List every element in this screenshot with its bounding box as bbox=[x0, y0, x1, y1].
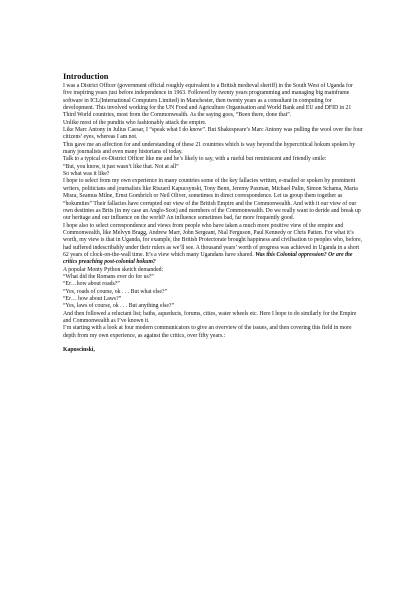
dialogue-line: “Yes, laws of course, ok . . . But anything else?” bbox=[63, 303, 175, 310]
spacer bbox=[63, 340, 363, 347]
quote-not-like-that: “But, you know, it just wasn’t like that. Not at all” bbox=[63, 163, 179, 170]
emphasis-question: Was this Colonial oppression? Or are the critics preaching post-colonial hokum? bbox=[63, 251, 353, 266]
question-what-like: So what was it like? bbox=[63, 171, 110, 178]
document-page bbox=[63, 72, 363, 354]
paragraph-reluctant-list: And then followed a reluctant list; baths, aqueducts, forums, cities, water wheels etc. Here I hope to do similarly for the Empire and Commonwealth as I’ve known it. bbox=[63, 310, 357, 324]
paragraph-monty-python: A popular Monty Python sketch demanded: bbox=[63, 266, 164, 273]
dialogue-line: “Er…how about roads?” bbox=[63, 281, 120, 288]
body-text bbox=[63, 83, 363, 340]
paragraph-overview: I’m starting with a look at four modern communicators to give an overview of the issues, and then covering this field in more depth from my own experience, as against the critics, over fifty years.: bbox=[63, 325, 352, 339]
paragraph-career: I was a District Officer (government official roughly equivalent to a British medieval sheriff) in the South West of Uganda for five inspiring years just before independence in 1963. Followed by twenty years programming and managing big mainframe software in ICL(International Computers Limited) in Manchester, then twenty years as a consultant in computing for development. This involved working for the UN Food and Agriculture Organisation and World Bank and EU and DFID in 21 Third World countries, most from the Commonwealth. As the saying goes, “Been there, done that”. bbox=[63, 83, 353, 119]
subsection-heading: Kapuscinski, bbox=[63, 347, 95, 354]
paragraph-marc-antony: Like Marc Antony in Julius Caesar, I “speak what I do know”. But Shakespeare’s Marc Antony was pulling the wool over the four citizens’ eyes, whereas I am not. bbox=[63, 127, 363, 141]
paragraph-pundits: Unlike most of the pundits who fashionably attack the empire. bbox=[63, 119, 207, 126]
paragraph-affection: This gave me an affection for and understanding of these 21 countries which is way beyond the hypercritical hokum spoken by many journalists and even many historians of today. bbox=[63, 141, 356, 156]
dialogue-line: “Yes, roads of course, ok . . . But what else?” bbox=[63, 288, 168, 295]
paragraph-positive-views-text: I hope also to select correspondence and views from people who have taken a much more positive view of the empire and Commonwealth, like Melvyn Bragg, Andrew Marr, John Sergeant, Nial Ferguson, Paul Kennedy or Chris Patten. For what it’s worth, my view is that in Uganda, for example, the British Protectorate brought happiness and civilisation to peoples who, before, had suffered indescribably under their rulers as we’ll see. A thousand years’ worth of progress was achieved in Uganda in a short 62 years of clock-on-the-wall time. It’s a view which many Ugandans have shared. bbox=[63, 222, 362, 258]
dialogue-line: “Er… how about Laws?” bbox=[63, 295, 122, 302]
dialogue-line: “What did the Romans ever do for us?” bbox=[63, 273, 154, 280]
section-heading: Introduction bbox=[63, 72, 109, 81]
paragraph-fallacies: I hope to select from my own experience in many countries some of the key fallacies written, e-mailed or spoken by prominent writers, politicians and journalists like Riszard Kapucsynski, Tony Benn, Jeremy Paxman, Michael Palin, Simon Schama, Maria Misra, Seamus Milne, Ernst Gombrich or Neil Oliver, sometimes in direct correspondence. Let us group them together as “hokumites” Their fallacies have corrupted our view of the British Empire and the Commonwealth. And with it our view of our own destinies as Brits (in my case an Anglo-Scot) and members of the Commonwealth. Do we really want to deride and break up our heritage and our influence on the world? An influence sometimes bad, far more frequently good. bbox=[63, 178, 361, 222]
paragraph-district-officer: Talk to a typical ex-District Officer like me and he’s likely to say, with a rueful but reminiscent and friendly smile: bbox=[63, 156, 327, 163]
paragraph-positive-views bbox=[63, 223, 363, 267]
